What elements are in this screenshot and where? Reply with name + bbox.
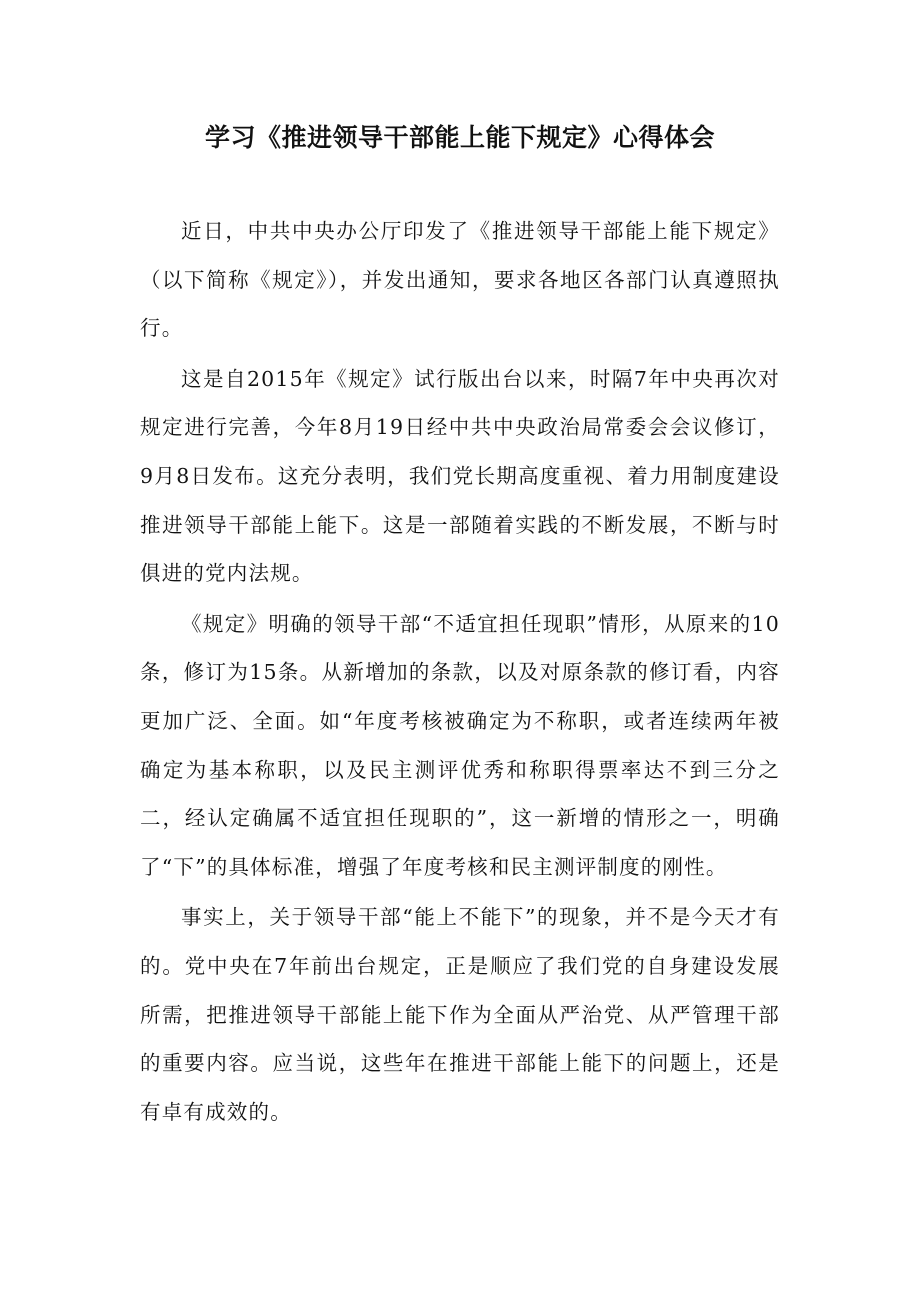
paragraph-1: 近日，中共中央办公厅印发了《推进领导干部能上能下规定》（以下简称《规定》），并发出通知，要求各地区各部门认真遵照执行。: [140, 219, 780, 341]
paragraph-3: 《规定》明确的领导干部“不适宜担任现职”情形，从原来的10条，修订为15条。从新增加的条款，以及对原条款的修订看，内容更加广泛、全面。如“年度考核被确定为不称职，或者连续两年被确定为基本称职，以及民主测评优秀和称职得票率达不到三分之二，经认定确属不适宜担任现职的”，这一新增的情形之一，明确了“下”的具体标准，增强了年度考核和民主测评制度的刚性。: [140, 611, 780, 879]
paragraph-4: 事实上，关于领导干部“能上不能下”的现象，并不是今天才有的。党中央在7年前出台规定，正是顺应了我们党的自身建设发展所需，把推进领导干部能上能下作为全面从严治党、从严管理干部的重要内容。应当说，这些年在推进干部能上能下的问题上，还是有卓有成效的。: [140, 905, 780, 1124]
document-body: [140, 207, 780, 1138]
document-title: 学习《推进领导干部能上能下规定》心得体会: [204, 123, 715, 152]
paragraph-2: 这是自2015年《规定》试行版出台以来，时隔7年中央再次对规定进行完善，今年8月19日经中共中央政治局常委会会议修订，9月8日发布。这充分表明，我们党长期高度重视、着力用制度建设推进领导干部能上能下。这是一部随着实践的不断发展，不断与时俱进的党内法规。: [140, 366, 780, 586]
